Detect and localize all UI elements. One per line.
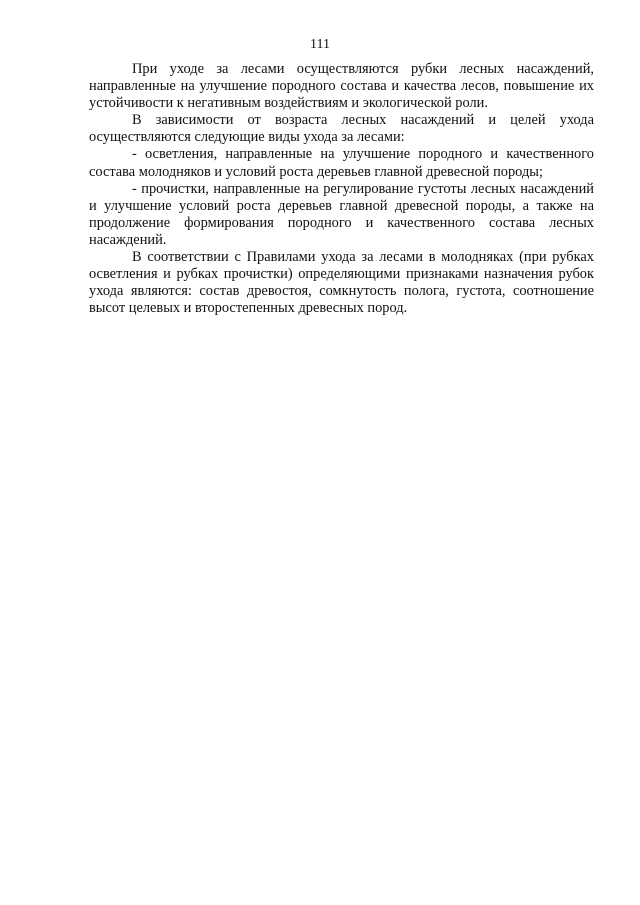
paragraph-care-rules: В соответствии с Правилами ухода за лесами в молодняках (при рубках осветления и рубках прочистки) определяющими признаками назначения рубок ухода являются: состав древостоя, сомкнутость полога, густота, соотношение высот целевых и второстепенных древесных пород.: [89, 249, 594, 317]
document-body: [89, 61, 594, 317]
page-number: 111: [310, 37, 330, 52]
list-item-thinning: - прочистки, направленные на регулирование густоты лесных насаждений и улучшение условий роста деревьев главной древесной породы, а также на продолжение формирования породного и качественного состава лесных насаждений.: [89, 180, 594, 248]
paragraph-care-types-intro: В зависимости от возраста лесных насаждений и целей ухода осуществляются следующие виды ухода за лесами:: [89, 112, 594, 146]
list-item-clarification: - осветления, направленные на улучшение породного и качественного состава молодняков и условий роста деревьев главной древесной породы;: [89, 146, 594, 180]
paragraph-forest-care-intro: При уходе за лесами осуществляются рубки лесных насаждений, направленные на улучшение породного состава и качества лесов, повышение их устойчивости к негативным воздействиям и экологической роли.: [89, 61, 594, 112]
